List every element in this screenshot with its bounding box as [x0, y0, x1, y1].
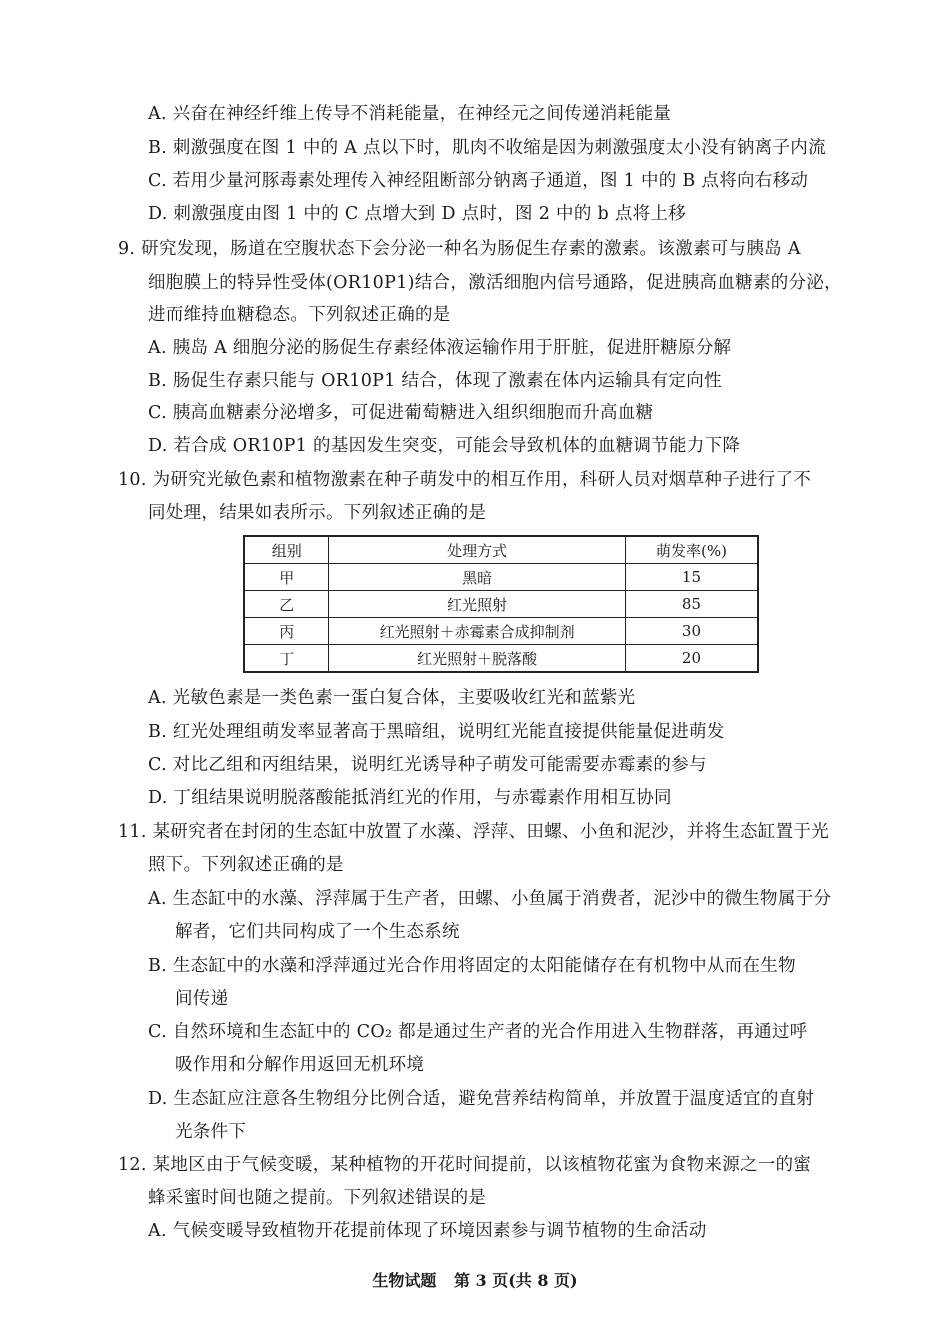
q11-option-d-line-2: 光条件下: [175, 1122, 247, 1142]
table-cell-rate: 20: [625, 645, 758, 673]
q11-stem-line-2: 照下。下列叙述正确的是: [148, 855, 344, 875]
table-cell-group: 丁: [244, 645, 329, 673]
table-row: [244, 645, 758, 673]
q9-option-c: C. 胰高血糖素分泌增多，可促进葡萄糖进入组织细胞而升高血糖: [148, 403, 654, 423]
table-cell-rate: 30: [625, 618, 758, 645]
germination-table: [243, 535, 759, 673]
q11-option-c-line-1: C. 自然环境和生态缸中的 CO₂ 都是通过生产者的光合作用进入生物群落，再通过呼: [148, 1022, 808, 1042]
q12-stem-line-1: 12. 某地区由于气候变暖，某种植物的开花时间提前，以该植物花蜜为食物来源之一的蜜: [118, 1155, 812, 1175]
table-header-cell: 处理方式: [329, 536, 626, 564]
q11-option-d-line-1: D. 生态缸应注意各生物组分比例合适，避免营养结构简单，并放置于温度适宜的直射: [148, 1089, 815, 1109]
table-row: [244, 591, 758, 618]
q10-stem-line-1: 10. 为研究光敏色素和植物激素在种子萌发中的相互作用，科研人员对烟草种子进行了不: [118, 470, 812, 490]
q8-option-b: B. 刺激强度在图 1 中的 A 点以下时，肌肉不收缩是因为刺激强度太小没有钠离子内流: [148, 138, 826, 158]
table-cell-treatment: 红光照射: [329, 591, 626, 618]
footer-subject: 生物试题: [372, 1271, 437, 1290]
table-cell-treatment: 黑暗: [329, 564, 626, 591]
q11-option-c-line-2: 吸作用和分解作用返回无机环境: [175, 1055, 425, 1075]
footer-page-number: 第 3 页(共 8 页): [453, 1271, 578, 1290]
table-header-cell: 萌发率(%): [625, 536, 758, 564]
q8-option-d: D. 刺激强度由图 1 中的 C 点增大到 D 点时，图 2 中的 b 点将上移: [148, 204, 687, 224]
q10-option-b: B. 红光处理组萌发率显著高于黑暗组，说明红光能直接提供能量促进萌发: [148, 722, 725, 742]
table-row: [244, 564, 758, 591]
q11-option-b-line-2: 间传递: [175, 989, 229, 1009]
table-cell-group: 乙: [244, 591, 329, 618]
q11-option-a-line-2: 解者，它们共同构成了一个生态系统: [175, 922, 460, 942]
table-cell-rate: 85: [625, 591, 758, 618]
q12-stem-line-2: 蜂采蜜时间也随之提前。下列叙述错误的是: [148, 1188, 487, 1208]
q10-option-a: A. 光敏色素是一类色素一蛋白复合体，主要吸收红光和蓝紫光: [148, 688, 636, 708]
q10-option-d: D. 丁组结果说明脱落酸能抵消红光的作用，与赤霉素作用相互协同: [148, 788, 672, 808]
q9-option-a: A. 胰岛 A 细胞分泌的肠促生存素经体液运输作用于肝脏，促进肝糖原分解: [148, 338, 732, 358]
q9-stem-line-1: 9. 研究发现，肠道在空腹状态下会分泌一种名为肠促生存素的激素。该激素可与胰岛 A: [118, 239, 801, 259]
q9-stem-line-3: 进而维持血糖稳态。下列叙述正确的是: [148, 305, 451, 325]
table-cell-group: 丙: [244, 618, 329, 645]
table-cell-treatment: 红光照射＋脱落酸: [329, 645, 626, 673]
q11-option-b-line-1: B. 生态缸中的水藻和浮萍通过光合作用将固定的太阳能储存在有机物中从而在生物: [148, 956, 796, 976]
q8-option-a: A. 兴奋在神经纤维上传导不消耗能量，在神经元之间传递消耗能量: [148, 104, 672, 124]
q10-stem-line-2: 同处理，结果如表所示。下列叙述正确的是: [148, 503, 487, 523]
q11-option-a-line-1: A. 生态缸中的水藻、浮萍属于生产者，田螺、小鱼属于消费者，泥沙中的微生物属于分: [148, 889, 832, 909]
table-header-row: [244, 536, 758, 564]
table-header-cell: 组别: [244, 536, 329, 564]
table-cell-treatment: 红光照射＋赤霉素合成抑制剂: [329, 618, 626, 645]
table-cell-group: 甲: [244, 564, 329, 591]
q9-option-d: D. 若合成 OR10P1 的基因发生突变，可能会导致机体的血糖调节能力下降: [148, 436, 741, 456]
q9-option-b: B. 肠促生存素只能与 OR10P1 结合，体现了激素在体内运输具有定向性: [148, 371, 722, 391]
q8-option-c: C. 若用少量河豚毒素处理传入神经阻断部分钠离子通道，图 1 中的 B 点将向右移动: [148, 171, 809, 191]
q12-option-a: A. 气候变暖导致植物开花提前体现了环境因素参与调节植物的生命活动: [148, 1221, 707, 1241]
page-footer: [0, 1268, 950, 1291]
table-cell-rate: 15: [625, 564, 758, 591]
table-row: [244, 618, 758, 645]
q11-stem-line-1: 11. 某研究者在封闭的生态缸中放置了水藻、浮萍、田螺、小鱼和泥沙，并将生态缸置于光: [118, 822, 829, 842]
q9-stem-line-2: 细胞膜上的特异性受体(OR10P1)结合，激活细胞内信号通路，促进胰高血糖素的分泌，: [148, 273, 842, 293]
q10-option-c: C. 对比乙组和丙组结果，说明红光诱导种子萌发可能需要赤霉素的参与: [148, 755, 707, 775]
